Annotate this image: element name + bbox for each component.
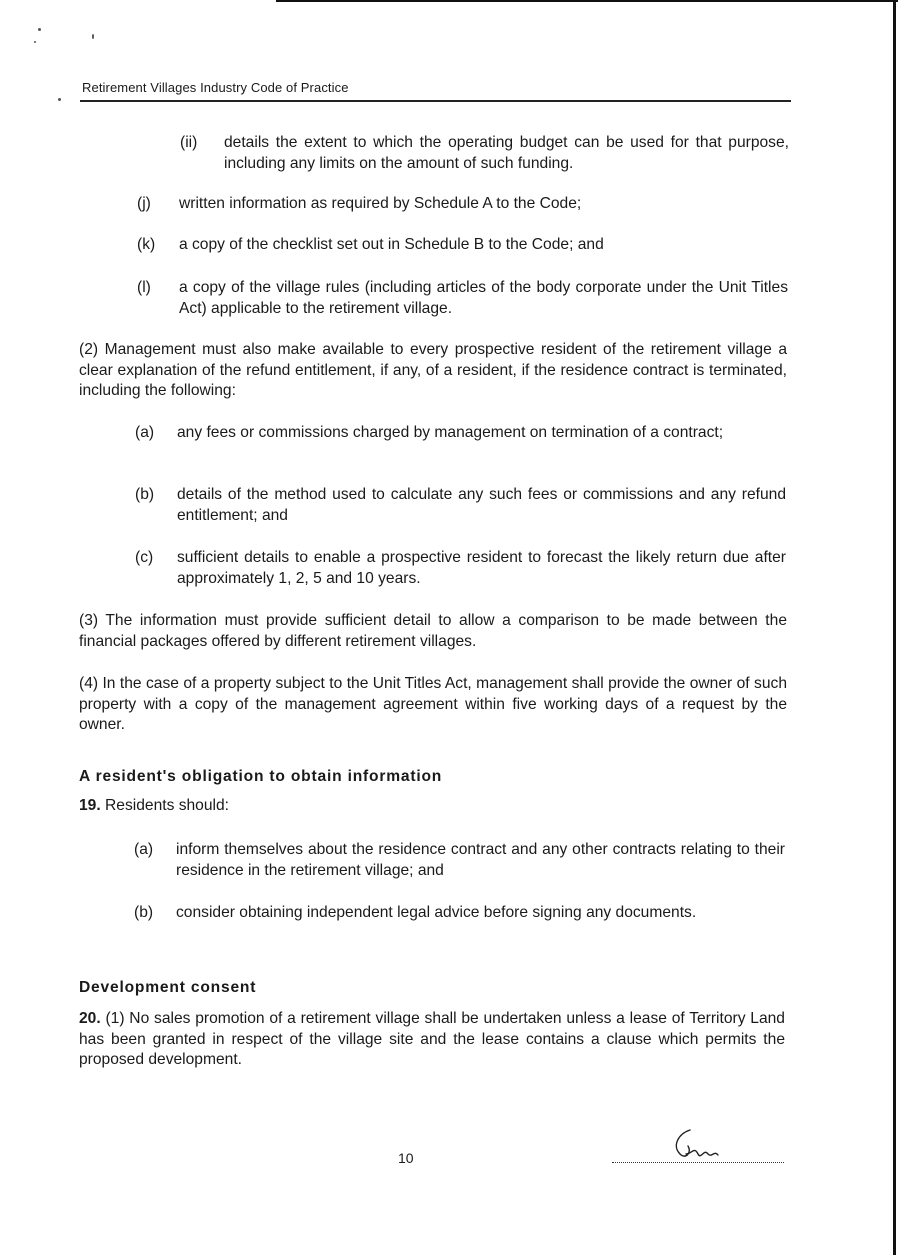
- section-heading: Development consent: [79, 979, 257, 996]
- scan-speck: [38, 28, 41, 31]
- item-text: details of the method used to calculate any such fees or commissions and any refund entitlement; and: [177, 486, 786, 524]
- item-label: (a): [135, 424, 155, 441]
- header-rule: [80, 100, 791, 102]
- item-text: written information as required by Schedule A to the Code;: [179, 195, 582, 212]
- item-label: (b): [135, 486, 155, 503]
- item-label: (b): [134, 904, 154, 921]
- scan-speck: [58, 98, 61, 101]
- section-20-text: (1) No sales promotion of a retirement village shall be undertaken unless a lease of Territory Land has been granted in respect of the village site and the lease contains a clause which permits the proposed development.: [79, 1010, 785, 1068]
- item-text: a copy of the village rules (including articles of the body corporate under the Unit Titles Act) applicable to the retirement village.: [179, 279, 788, 317]
- section-20-paragraph: [79, 1009, 785, 1071]
- item-text: consider obtaining independent legal advice before signing any documents.: [176, 904, 697, 921]
- item-label: (a): [134, 841, 154, 858]
- item-label: (c): [135, 549, 154, 566]
- section-heading: A resident's obligation to obtain information: [79, 768, 443, 785]
- item-text: a copy of the checklist set out in Schedule B to the Code; and: [179, 236, 604, 253]
- section-intro: [79, 796, 229, 817]
- section-number: 20.: [79, 1010, 101, 1027]
- item-label: (l): [137, 279, 151, 296]
- scan-border-top: [276, 0, 898, 2]
- item-text: any fees or commissions charged by management on termination of a contract;: [177, 424, 724, 441]
- paragraph-2: (2) Management must also make available to every prospective resident of the retirement village a clear explanation of the refund entitlement, if any, of a resident, if the residence contract is terminated, including the following:: [79, 341, 787, 399]
- section-number: 19.: [79, 797, 101, 814]
- page-number: 10: [398, 1150, 414, 1166]
- scan-border-right: [893, 0, 896, 1255]
- item-label: (j): [137, 195, 151, 212]
- running-header: Retirement Villages Industry Code of Practice: [82, 80, 349, 95]
- scan-speck: [92, 34, 94, 39]
- item-text: sufficient details to enable a prospective resident to forecast the likely return due after approximately 1, 2, 5 and 10 years.: [177, 549, 786, 587]
- signature: [668, 1124, 728, 1166]
- paragraph-4: (4) In the case of a property subject to the Unit Titles Act, management shall provide the owner of such property with a copy of the management agreement within five working days of a request by the owner.: [79, 675, 787, 733]
- item-text: details the extent to which the operating budget can be used for that purpose, including any limits on the amount of such funding.: [224, 134, 789, 172]
- item-label: (k): [137, 236, 156, 253]
- item-label: (ii): [180, 134, 198, 151]
- paragraph-3: (3) The information must provide sufficient detail to allow a comparison to be made between the financial packages offered by different retirement villages.: [79, 612, 787, 650]
- item-text: inform themselves about the residence contract and any other contracts relating to their residence in the retirement village; and: [176, 841, 785, 879]
- scan-speck: [34, 41, 36, 43]
- section-intro-text: Residents should:: [105, 797, 229, 814]
